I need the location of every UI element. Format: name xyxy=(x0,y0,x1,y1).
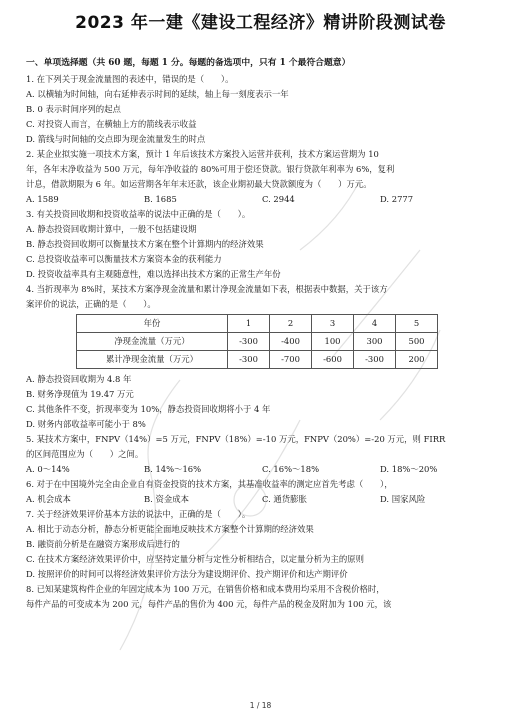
q2-option-a: A. 1589 xyxy=(26,194,59,204)
table-cell: 3 xyxy=(312,315,354,333)
q3-option-a: A. 静态投资回收期计算中，一般不包括建设期 xyxy=(26,224,197,234)
section-heading: 一、单项选择题（共 60 题，每题 1 分。每题的备选项中，只有 1 个最符合题意） xyxy=(26,58,351,68)
q1-option-d: D. 箭线与时间轴的交点即为现金流量发生的时点 xyxy=(26,134,206,144)
q5-stem-line2: 的区间范围应为（ ）之间。 xyxy=(26,449,144,459)
q4-stem-line2: 案评价的说法，正确的是（ ）。 xyxy=(26,299,156,309)
table-cell: -300 xyxy=(228,333,270,351)
q6-options xyxy=(26,492,496,507)
cashflow-table xyxy=(76,314,438,369)
page-number: 1 / 18 xyxy=(249,701,272,710)
q7-option-b: B. 融资前分析是在融资方案形成后进行的 xyxy=(26,539,180,549)
q8-stem-line1: 8. 已知某建筑构件企业的年固定成本为 100 万元，在销售价格和成本费用均采用不含税价格时， xyxy=(26,584,385,594)
question-list xyxy=(26,56,496,612)
q2-option-d: D. 2777 xyxy=(380,194,414,204)
table-cell: 5 xyxy=(396,315,438,333)
q4-option-c: C. 其他条件不变，折现率变为 10%，静态投资回收期将小于 4 年 xyxy=(26,404,271,414)
table-row-label: 累计净现金流量（万元） xyxy=(77,351,228,369)
q6-option-c: C. 通货膨胀 xyxy=(262,494,307,504)
q2-stem-line1: 2. 某企业拟实施一项技术方案，预计 1 年后该技术方案投入运营并获利，技术方案运营期为 10 xyxy=(26,149,379,159)
q3-option-d: D. 投资收益率具有主观随意性，难以选择出技术方案的正常生产年份 xyxy=(26,269,281,279)
q1-option-c: C. 对投资人而言，在横轴上方的箭线表示收益 xyxy=(26,119,197,129)
q4-option-a: A. 静态投资回收期为 4.8 年 xyxy=(26,374,132,384)
q7-option-a: A. 相比于动态分析，静态分析更能全面地反映技术方案整个计算期的经济效果 xyxy=(26,524,314,534)
q2-option-c: C. 2944 xyxy=(262,194,295,204)
table-cell: 100 xyxy=(312,333,354,351)
q7-stem: 7. 关于经济效果评价基本方法的说法中，正确的是（ ）。 xyxy=(26,509,251,519)
q3-stem: 3. 有关投资回收期和投资收益率的说法中正确的是（ ）。 xyxy=(26,209,251,219)
q2-stem-line2: 年，各年末净收益为 500 万元，每年净收益的 80%可用于偿还贷款。银行贷款年利率为 6%，复利 xyxy=(26,164,395,174)
page-title: 2023 年一建《建设工程经济》精讲阶段测试卷 xyxy=(75,13,446,33)
q7-option-c: C. 在技术方案经济效果评价中，应坚持定量分析与定性分析相结合，以定量分析为主的原则 xyxy=(26,554,365,564)
q2-options xyxy=(26,192,496,207)
table-cell: 1 xyxy=(228,315,270,333)
q8-stem-line2: 每件产品的可变成本为 200 元，每件产品的售价为 400 元，每件产品的税金及附加为 100 元，该 xyxy=(26,599,392,609)
q4-option-d: D. 财务内部收益率可能小于 8% xyxy=(26,419,146,429)
q5-option-c: C. 16%～18% xyxy=(262,464,320,474)
table-header-year: 年份 xyxy=(77,315,228,333)
q1-option-a: A. 以横轴为时间轴，向右延伸表示时间的延续，轴上每一刻度表示一年 xyxy=(26,89,289,99)
table-cell: -300 xyxy=(228,351,270,369)
table-cell: -300 xyxy=(354,351,396,369)
table-cell: -700 xyxy=(270,351,312,369)
table-cell: 4 xyxy=(354,315,396,333)
table-cell: 2 xyxy=(270,315,312,333)
q6-option-d: D. 国家风险 xyxy=(380,494,426,504)
q7-option-d: D. 按照评价的时间可以将经济效果评价方法分为建设期评价、投产期评价和达产期评价 xyxy=(26,569,348,579)
q5-options xyxy=(26,462,496,477)
q6-option-b: B. 资金成本 xyxy=(144,494,189,504)
q2-option-b: B. 1685 xyxy=(144,194,177,204)
table-row xyxy=(77,315,438,333)
q6-stem: 6. 对于在中国境外完全由企业自有资金投资的技术方案，其基准收益率的测定应首先考虑（ ）， xyxy=(26,479,393,489)
table-row-label: 净现金流量（万元） xyxy=(77,333,228,351)
q5-stem-line1: 5. 某技术方案中，FNPV（14%）=5 万元，FNPV（18%）=-10 万元，FNPV（20%）=-20 万元，则 FIRR xyxy=(26,434,446,444)
q5-option-d: D. 18%～20% xyxy=(380,464,438,474)
table-row xyxy=(77,351,438,369)
q1-stem: 1. 在下列关于现金流量图的表述中，错误的是（ ）。 xyxy=(26,74,234,84)
table-row xyxy=(77,333,438,351)
q5-option-b: B. 14%～16% xyxy=(144,464,202,474)
table-cell: 500 xyxy=(396,333,438,351)
q1-option-b: B. 0 表示时间序列的起点 xyxy=(26,104,121,114)
q6-option-a: A. 机会成本 xyxy=(26,494,71,504)
table-cell: 300 xyxy=(354,333,396,351)
q5-option-a: A. 0～14% xyxy=(26,464,70,474)
q3-option-c: C. 总投资收益率可以衡量技术方案资本金的获利能力 xyxy=(26,254,222,264)
q2-stem-line3: 计息，借款期限为 6 年。如运营期各年年末还款，该企业期初最大贷款额度为（ ）万元。 xyxy=(26,179,372,189)
q3-option-b: B. 静态投资回收期可以衡量技术方案在整个计算期内的经济效果 xyxy=(26,239,264,249)
q4-option-b: B. 财务净现值为 19.47 万元 xyxy=(26,389,134,399)
q4-stem-line1: 4. 当折现率为 8%时，某技术方案净现金流量和累计净现金流量如下表，根据表中数据，关于该方 xyxy=(26,284,388,294)
table-cell: -400 xyxy=(270,333,312,351)
table-cell: 200 xyxy=(396,351,438,369)
table-cell: -600 xyxy=(312,351,354,369)
